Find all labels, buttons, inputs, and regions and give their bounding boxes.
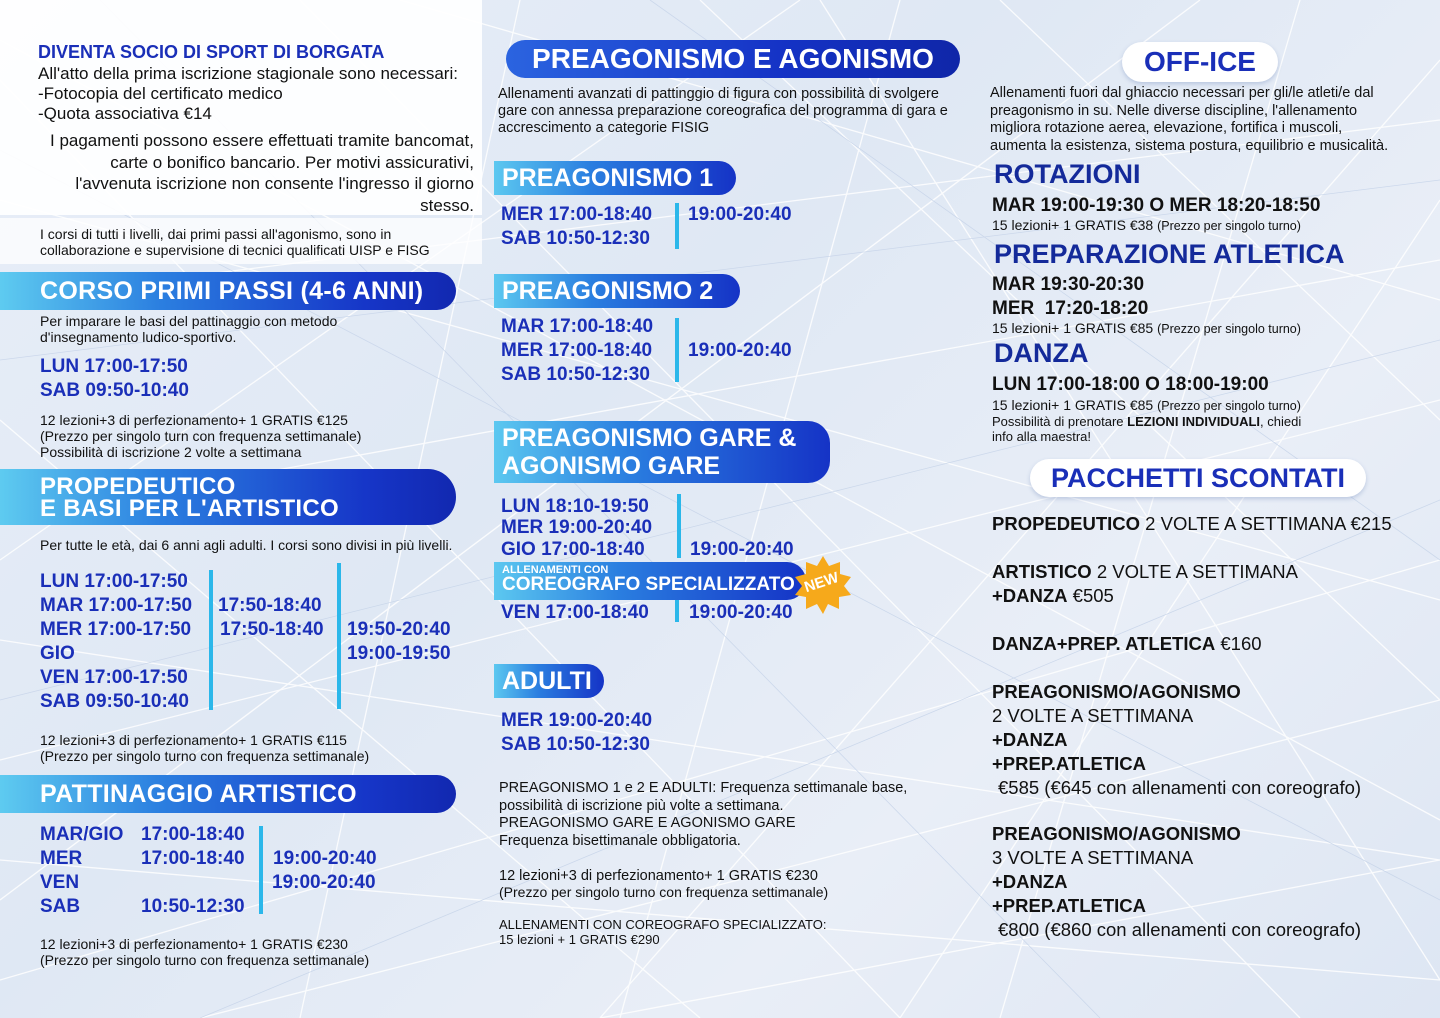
divider-bar bbox=[675, 318, 679, 382]
schedule-row: VEN 17:00-17:50 bbox=[40, 667, 188, 688]
courses-line: collaborazione e supervisione di tecnici qualificati UISP e FISG bbox=[40, 242, 430, 258]
price-line: ALLENAMENTI CON COREOGRAFO SPECIALIZZATO: bbox=[499, 917, 827, 932]
package-4 bbox=[992, 680, 1361, 800]
primi-passi-desc bbox=[40, 313, 337, 345]
price-text: 15 lezioni+ 1 GRATIS €85 bbox=[992, 397, 1154, 413]
package-text: €505 bbox=[1067, 585, 1114, 606]
package-line: 2 VOLTE A SETTIMANA bbox=[992, 705, 1194, 726]
preagonismo-2-title: PREAGONISMO 2 bbox=[502, 277, 714, 305]
schedule-time: 19:00-20:40 bbox=[272, 872, 376, 893]
schedule-row: LUN 17:00-17:50 bbox=[40, 571, 188, 592]
payment-text bbox=[38, 130, 474, 216]
prep-atletica-title: PREPARAZIONE ATLETICA bbox=[994, 239, 1345, 269]
price-line: (Prezzo per singolo turno con frequenza settimanale) bbox=[40, 952, 370, 968]
schedule-row: 19:00-19:50 bbox=[347, 643, 451, 664]
price-note: (Prezzo per singolo turno) bbox=[1157, 322, 1301, 336]
schedule-row: GIO bbox=[40, 643, 75, 664]
off-ice-title: OFF-ICE bbox=[1122, 42, 1278, 82]
prep-price bbox=[992, 321, 1301, 337]
schedule-row: 17:50-18:40 bbox=[218, 595, 322, 616]
intro-line: gare con annessa preparazione coreografica del programma di gara e bbox=[498, 103, 948, 119]
package-bold: +DANZA bbox=[992, 585, 1068, 606]
schedule-row: VEN 17:00-18:40 bbox=[501, 602, 649, 623]
adulti-banner bbox=[494, 664, 604, 698]
membership-line: All'atto della prima iscrizione stagionale sono necessari: bbox=[38, 64, 458, 83]
danza-price bbox=[992, 398, 1301, 414]
day-label: MER bbox=[40, 848, 83, 869]
primi-passi-banner bbox=[0, 272, 456, 310]
schedule-row: 17:50-18:40 bbox=[220, 619, 324, 640]
propedeutico-title: E BASI PER L'ARTISTICO bbox=[40, 495, 339, 522]
package-text: 2 VOLTE A SETTIMANA €215 bbox=[1140, 513, 1392, 534]
note-line: info alla maestra! bbox=[992, 429, 1091, 444]
package-line: +PREP.ATLETICA bbox=[992, 895, 1147, 916]
artistico-title: PATTINAGGIO ARTISTICO bbox=[40, 780, 357, 808]
rotazioni-schedule: MAR 19:00-19:30 O MER 18:20-18:50 bbox=[992, 195, 1321, 216]
schedule-row: 19:00-20:40 bbox=[688, 340, 792, 361]
schedule-time: 17:00-18:40 bbox=[141, 824, 245, 845]
payment-line: l'avvenuta iscrizione non consente l'ingresso il giorno bbox=[75, 174, 474, 193]
payment-line: stesso. bbox=[420, 195, 474, 215]
note-bold: LEZIONI INDIVIDUALI bbox=[1127, 414, 1261, 429]
intro-line: aumenta la esistenza, sistema postura, equilibrio e musicalità. bbox=[990, 137, 1389, 154]
schedule-row: 19:00-20:40 bbox=[690, 539, 794, 560]
price-text: 15 lezioni+ 1 GRATIS €38 bbox=[992, 217, 1154, 233]
note-line: PREAGONISMO 1 e 2 E ADULTI: Frequenza settimanale base, bbox=[499, 780, 908, 796]
divider-bar bbox=[259, 826, 263, 914]
gare-title: PREAGONISMO GARE & bbox=[502, 424, 797, 452]
rotazioni-title: ROTAZIONI bbox=[994, 159, 1141, 189]
membership-title: DIVENTA SOCIO DI SPORT DI BORGATA bbox=[38, 42, 385, 62]
price-line: (Prezzo per singolo turno con frequenza settimanale) bbox=[499, 884, 829, 900]
package-line: 3 VOLTE A SETTIMANA bbox=[992, 847, 1194, 868]
package-bold: PROPEDEUTICO bbox=[992, 513, 1141, 534]
artistico-banner bbox=[0, 775, 456, 813]
preagonismo-2-banner bbox=[494, 274, 740, 308]
courses-line: I corsi di tutti i livelli, dai primi passi all'agonismo, sono in bbox=[40, 226, 392, 242]
artistico-price bbox=[40, 936, 369, 968]
intro-line: Allenamenti fuori dal ghiaccio necessari per gli/le atleti/e dal bbox=[990, 85, 1374, 101]
preagonismo-1-title: PREAGONISMO 1 bbox=[502, 164, 714, 192]
package-text: 2 VOLTE A SETTIMANA bbox=[1091, 561, 1299, 582]
divider-bar bbox=[677, 494, 681, 558]
membership-line: -Quota associativa €14 bbox=[38, 104, 212, 123]
rotazioni-price bbox=[992, 218, 1301, 234]
schedule-row: 19:00-20:40 bbox=[689, 602, 793, 623]
danza-schedule: LUN 17:00-18:00 O 18:00-19:00 bbox=[992, 374, 1269, 395]
pacchetti-title: PACCHETTI SCONTATI bbox=[1030, 459, 1366, 497]
price-line: (Prezzo per singolo turno con frequenza settimanale) bbox=[40, 748, 370, 764]
schedule-row: MER 19:00-20:40 bbox=[501, 517, 653, 538]
price-line: Possibilità di iscrizione 2 volte a settimana bbox=[40, 444, 302, 460]
schedule-row: 19:00-20:40 bbox=[688, 204, 792, 225]
schedule-row: MAR 17:00-17:50 bbox=[40, 595, 193, 616]
desc-line: d'insegnamento ludico-sportivo. bbox=[40, 329, 237, 345]
day-label: SAB bbox=[40, 896, 81, 917]
coreografo-banner bbox=[494, 562, 806, 600]
middle-intro bbox=[498, 86, 948, 137]
package-line bbox=[992, 584, 1298, 608]
price-line: 15 lezioni + 1 GRATIS €290 bbox=[499, 932, 660, 947]
schedule-row: LUN 17:00-17:50 bbox=[40, 356, 188, 377]
new-badge-label: NEW bbox=[802, 569, 841, 596]
price-note: (Prezzo per singolo turno) bbox=[1157, 399, 1301, 413]
package-line: €800 (€860 con allenamenti con coreografo) bbox=[998, 919, 1362, 940]
package-bold: ARTISTICO bbox=[992, 561, 1092, 582]
prep-schedule: MAR 19:30-20:30 bbox=[992, 274, 1145, 295]
coreografo-price bbox=[499, 917, 826, 947]
package-5 bbox=[992, 822, 1361, 942]
divider-bar bbox=[337, 563, 341, 709]
package-text: €160 bbox=[1215, 633, 1262, 654]
divider-bar bbox=[675, 203, 679, 249]
price-line: (Prezzo per singolo turn con frequenza settimanale) bbox=[40, 428, 362, 444]
schedule-row: MER 19:00-20:40 bbox=[501, 710, 653, 731]
prep-schedule: MER 17:20-18:20 bbox=[992, 298, 1149, 319]
coreografo-title: COREOGRAFO SPECIALIZZATO bbox=[502, 574, 795, 595]
schedule-row: SAB 09:50-10:40 bbox=[40, 691, 189, 712]
membership-line: -Fotocopia del certificato medico bbox=[38, 84, 283, 103]
package-line: €585 (€645 con allenamenti con coreografo) bbox=[998, 777, 1362, 798]
coreografo-small: ALLENAMENTI CON bbox=[502, 564, 609, 576]
note-line: Frequenza bisettimanale obbligatoria. bbox=[499, 832, 741, 849]
schedule-time: 10:50-12:30 bbox=[141, 896, 245, 917]
note-line bbox=[992, 414, 1301, 429]
schedule-row: SAB 10:50-12:30 bbox=[501, 734, 650, 755]
schedule-row: GIO 17:00-18:40 bbox=[501, 539, 645, 560]
schedule-row: SAB 10:50-12:30 bbox=[501, 364, 650, 385]
day-label: MAR/GIO bbox=[40, 824, 124, 845]
price-line: 12 lezioni+3 di perfezionamento+ 1 GRATIS €230 bbox=[40, 936, 348, 952]
adulti-title: ADULTI bbox=[502, 667, 592, 695]
schedule-row: SAB 09:50-10:40 bbox=[40, 380, 189, 401]
schedule-row: SAB 10:50-12:30 bbox=[501, 228, 650, 249]
middle-notes bbox=[499, 780, 907, 850]
price-line: 12 lezioni+3 di perfezionamento+ 1 GRATIS €230 bbox=[499, 868, 818, 884]
note-line: possibilità di iscrizione più volte a settimana. bbox=[499, 797, 784, 814]
schedule-row: 19:50-20:40 bbox=[347, 619, 451, 640]
package-line: PREAGONISMO/AGONISMO bbox=[992, 681, 1241, 702]
propedeutico-banner bbox=[0, 469, 456, 525]
intro-line: Allenamenti avanzati di pattinggio di figura con possibilità di svolgere bbox=[498, 86, 939, 102]
package-line: +DANZA bbox=[992, 871, 1068, 892]
gare-title: AGONISMO GARE bbox=[502, 452, 721, 480]
note-text: Possibilità di prenotare bbox=[992, 414, 1124, 429]
schedule-row: MER 17:00-18:40 bbox=[501, 340, 653, 361]
off-ice-intro bbox=[990, 85, 1388, 155]
price-line: 12 lezioni+3 di perfezionamento+ 1 GRATIS €125 bbox=[40, 412, 348, 428]
intro-line: migliora rotazione aerea, elevazione, fortifica i muscoli, bbox=[990, 120, 1343, 136]
package-2 bbox=[992, 560, 1298, 608]
schedule-row: MER 17:00-17:50 bbox=[40, 619, 192, 640]
schedule-row: MAR 17:00-18:40 bbox=[501, 316, 654, 337]
propedeutico-price bbox=[40, 732, 369, 764]
desc-line: Per imparare le basi del pattinaggio con metodo bbox=[40, 313, 338, 329]
package-1 bbox=[992, 512, 1392, 536]
schedule-time: 17:00-18:40 bbox=[141, 848, 245, 869]
gare-banner bbox=[494, 421, 830, 483]
package-bold: DANZA+PREP. ATLETICA bbox=[992, 633, 1216, 654]
primi-passi-price bbox=[40, 412, 361, 460]
schedule-row: MER 17:00-18:40 bbox=[501, 204, 653, 225]
primi-passi-title: CORSO PRIMI PASSI (4-6 ANNI) bbox=[40, 277, 424, 305]
propedeutico-title: PROPEDEUTICO bbox=[40, 473, 236, 500]
payment-line: carte o bonifico bancario. Per motivi assicurativi, bbox=[110, 152, 474, 172]
lezioni-individuali-note bbox=[992, 414, 1301, 444]
propedeutico-desc: Per tutte le età, dai 6 anni agli adulti. I corsi sono divisi in più livelli. bbox=[40, 537, 453, 553]
payment-line: I pagamenti possono essere effettuati tramite bancomat, bbox=[50, 131, 474, 150]
divider-bar bbox=[209, 570, 213, 710]
preagonismo-agonismo-title: PREAGONISMO E AGONISMO bbox=[506, 40, 960, 78]
note-line: PREAGONISMO GARE E AGONISMO GARE bbox=[499, 815, 796, 831]
note-text: , chiedi bbox=[1260, 414, 1302, 429]
price-text: 15 lezioni+ 1 GRATIS €85 bbox=[992, 320, 1154, 336]
schedule-time: 19:00-20:40 bbox=[273, 848, 377, 869]
package-3 bbox=[992, 632, 1262, 656]
intro-line: preagonismo in su. Nelle diverse discipline, l'allenamento bbox=[990, 102, 1358, 119]
schedule-row: LUN 18:10-19:50 bbox=[501, 496, 649, 517]
courses-note bbox=[40, 226, 430, 258]
day-label: VEN bbox=[40, 872, 80, 893]
intro-line: accrescimento a categorie FISIG bbox=[498, 120, 710, 136]
preagonismo-1-banner bbox=[494, 161, 736, 195]
price-line: 12 lezioni+3 di perfezionamento+ 1 GRATIS €115 bbox=[40, 732, 347, 748]
package-line: +PREP.ATLETICA bbox=[992, 753, 1147, 774]
price-note: (Prezzo per singolo turno) bbox=[1157, 219, 1301, 233]
middle-price bbox=[499, 868, 828, 900]
package-line bbox=[992, 560, 1298, 584]
package-line: +DANZA bbox=[992, 729, 1068, 750]
divider-bar bbox=[675, 600, 679, 622]
danza-title: DANZA bbox=[994, 338, 1089, 368]
package-line: PREAGONISMO/AGONISMO bbox=[992, 823, 1241, 844]
